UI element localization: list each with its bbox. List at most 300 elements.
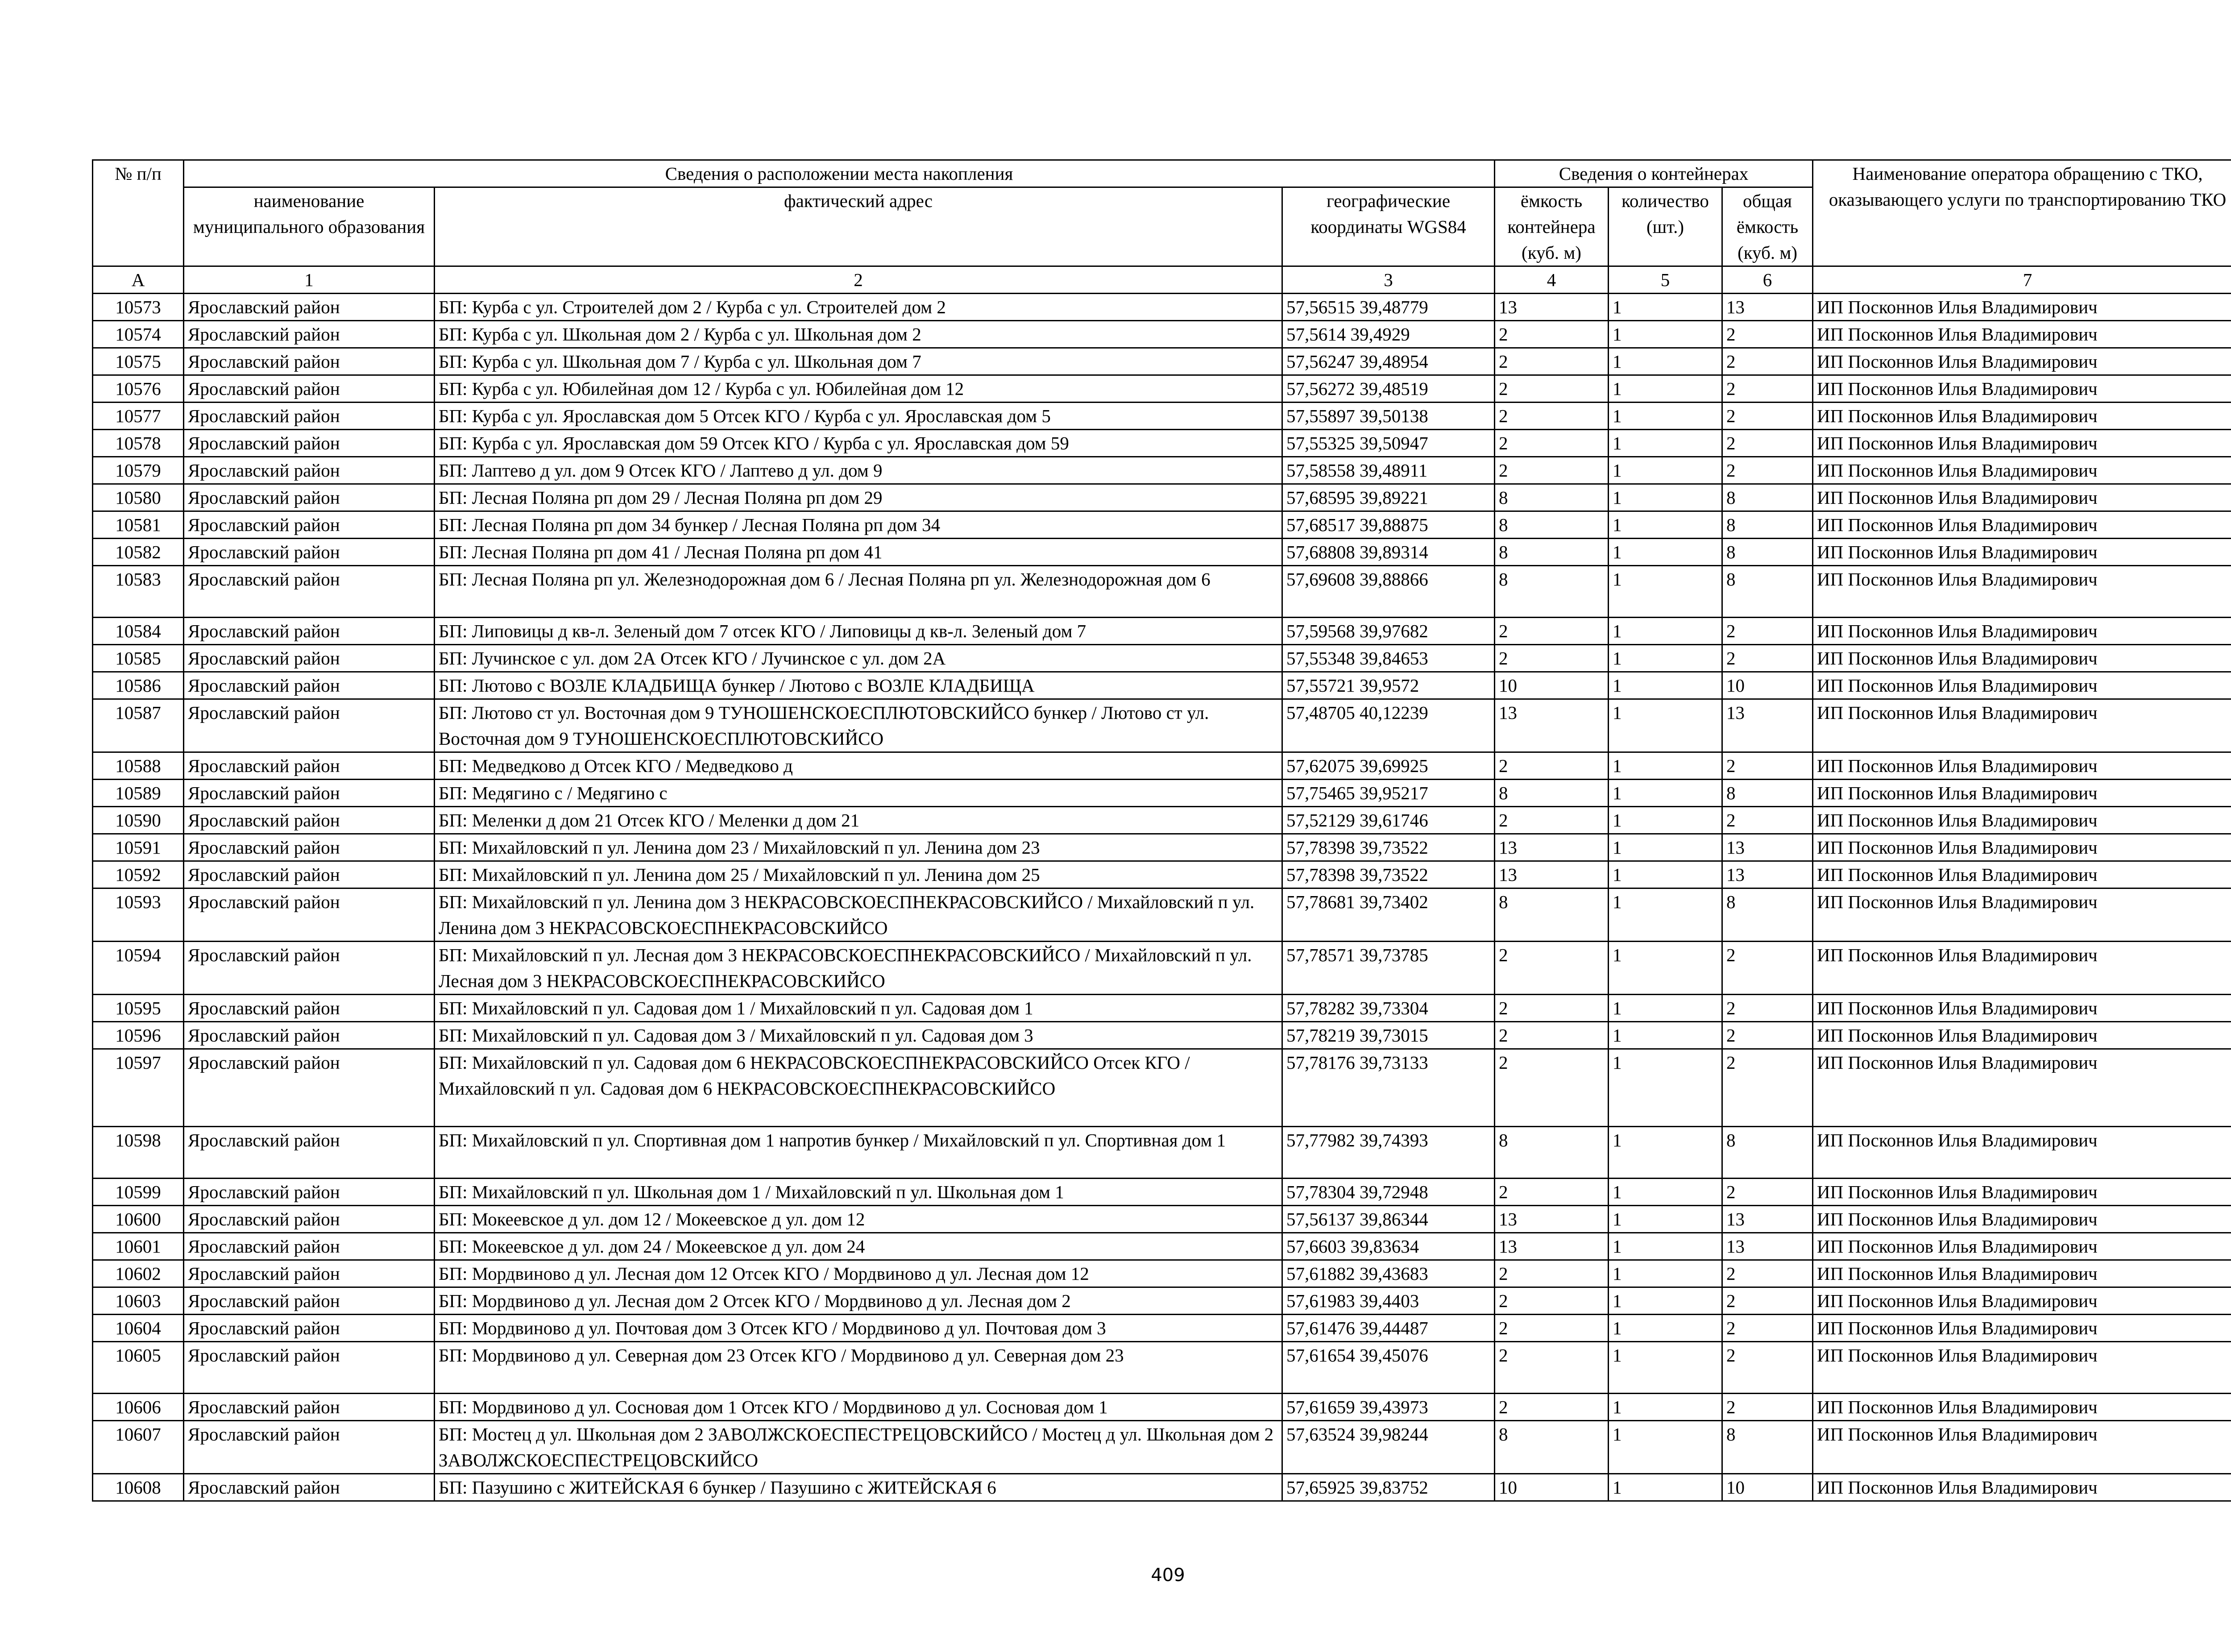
cell-coordinates: 57,77982 39,74393 [1282,1127,1495,1179]
cell-number: 10603 [93,1287,184,1315]
cell-quantity: 1 [1609,645,1722,672]
cell-number: 10578 [93,430,184,457]
cell-operator: ИП Посконнов Илья Владимирович [1813,403,2231,430]
cell-coordinates: 57,5614 39,4929 [1282,321,1495,348]
cell-coordinates: 57,56137 39,86344 [1282,1206,1495,1233]
cell-total-capacity: 8 [1722,511,1813,539]
cell-number: 10577 [93,403,184,430]
cell-number: 10585 [93,645,184,672]
cell-number: 10595 [93,995,184,1022]
cell-address: БП: Курба с ул. Школьная дом 7 / Курба с ул. Школьная дом 7 [435,348,1282,375]
cell-coordinates: 57,68517 39,88875 [1282,511,1495,539]
cell-quantity: 1 [1609,566,1722,618]
cell-number: 10604 [93,1315,184,1342]
column-number: 4 [1495,266,1609,294]
cell-address: БП: Лаптево д ул. дом 9 Отсек КГО / Лаптево д ул. дом 9 [435,457,1282,484]
cell-capacity: 2 [1495,807,1609,834]
cell-municipality: Ярославский район [184,834,435,861]
cell-municipality: Ярославский район [184,321,435,348]
cell-operator: ИП Посконнов Илья Владимирович [1813,645,2231,672]
cell-capacity: 13 [1495,834,1609,861]
table-row [93,457,2231,484]
cell-operator: ИП Посконнов Илья Владимирович [1813,484,2231,511]
table-row [93,1022,2231,1049]
cell-coordinates: 57,56247 39,48954 [1282,348,1495,375]
cell-capacity: 2 [1495,1315,1609,1342]
cell-address: БП: Михайловский п ул. Спортивная дом 1 напротив бункер / Михайловский п ул. Спортивная дом 1 [435,1127,1282,1179]
cell-quantity: 1 [1609,1127,1722,1179]
cell-capacity: 2 [1495,403,1609,430]
cell-municipality: Ярославский район [184,566,435,618]
cell-quantity: 1 [1609,780,1722,807]
cell-total-capacity: 13 [1722,1206,1813,1233]
cell-address: БП: Мордвиново д ул. Почтовая дом 3 Отсек КГО / Мордвиново д ул. Почтовая дом 3 [435,1315,1282,1342]
cell-operator: ИП Посконнов Илья Владимирович [1813,430,2231,457]
cell-quantity: 1 [1609,1206,1722,1233]
cell-total-capacity: 2 [1722,1260,1813,1287]
cell-address: БП: Лесная Поляна рп дом 29 / Лесная Поляна рп дом 29 [435,484,1282,511]
table-row [93,1394,2231,1421]
cell-coordinates: 57,78398 39,73522 [1282,834,1495,861]
table-row [93,807,2231,834]
cell-operator: ИП Посконнов Илья Владимирович [1813,1127,2231,1179]
cell-municipality: Ярославский район [184,1049,435,1127]
cell-address: БП: Лесная Поляна рп дом 41 / Лесная Поляна рп дом 41 [435,539,1282,566]
cell-municipality: Ярославский район [184,1315,435,1342]
cell-municipality: Ярославский район [184,645,435,672]
cell-capacity: 2 [1495,375,1609,403]
cell-coordinates: 57,78282 39,73304 [1282,995,1495,1022]
cell-total-capacity: 2 [1722,321,1813,348]
cell-coordinates: 57,59568 39,97682 [1282,618,1495,645]
cell-quantity: 1 [1609,511,1722,539]
cell-total-capacity: 2 [1722,752,1813,780]
cell-number: 10601 [93,1233,184,1260]
cell-capacity: 8 [1495,1127,1609,1179]
cell-operator: ИП Посконнов Илья Владимирович [1813,1179,2231,1206]
cell-number: 10597 [93,1049,184,1127]
table-row [93,861,2231,888]
cell-quantity: 1 [1609,672,1722,699]
table-row [93,1421,2231,1474]
cell-municipality: Ярославский район [184,403,435,430]
cell-quantity: 1 [1609,1049,1722,1127]
header-address: фактический адрес [435,187,1282,266]
cell-capacity: 8 [1495,539,1609,566]
cell-total-capacity: 2 [1722,1179,1813,1206]
table-row [93,752,2231,780]
cell-capacity: 2 [1495,1179,1609,1206]
cell-capacity: 8 [1495,1421,1609,1474]
cell-quantity: 1 [1609,1260,1722,1287]
cell-quantity: 1 [1609,807,1722,834]
cell-address: БП: Мордвиново д ул. Сосновая дом 1 Отсек КГО / Мордвиново д ул. Сосновая дом 1 [435,1394,1282,1421]
cell-capacity: 2 [1495,618,1609,645]
cell-operator: ИП Посконнов Илья Владимирович [1813,321,2231,348]
column-number: 7 [1813,266,2231,294]
cell-address: БП: Курба с ул. Юбилейная дом 12 / Курба с ул. Юбилейная дом 12 [435,375,1282,403]
table-row [93,539,2231,566]
cell-quantity: 1 [1609,942,1722,995]
cell-address: БП: Лучинское с ул. дом 2А Отсек КГО / Лучинское с ул. дом 2А [435,645,1282,672]
cell-operator: ИП Посконнов Илья Владимирович [1813,1260,2231,1287]
cell-quantity: 1 [1609,457,1722,484]
cell-coordinates: 57,78571 39,73785 [1282,942,1495,995]
cell-number: 10607 [93,1421,184,1474]
cell-municipality: Ярославский район [184,348,435,375]
cell-municipality: Ярославский район [184,752,435,780]
cell-municipality: Ярославский район [184,1394,435,1421]
cell-coordinates: 57,56272 39,48519 [1282,375,1495,403]
cell-capacity: 10 [1495,672,1609,699]
cell-municipality: Ярославский район [184,942,435,995]
header-num: № п/п [93,160,184,266]
cell-operator: ИП Посконнов Илья Владимирович [1813,348,2231,375]
cell-operator: ИП Посконнов Илья Владимирович [1813,888,2231,942]
cell-total-capacity: 2 [1722,430,1813,457]
cell-total-capacity: 8 [1722,484,1813,511]
cell-coordinates: 57,55721 39,9572 [1282,672,1495,699]
cell-capacity: 2 [1495,942,1609,995]
cell-coordinates: 57,61654 39,45076 [1282,1342,1495,1394]
cell-operator: ИП Посконнов Илья Владимирович [1813,1315,2231,1342]
cell-address: БП: Михайловский п ул. Садовая дом 6 НЕКРАСОВСКОЕСПНЕКРАСОВСКИЙСО Отсек КГО / Михайловский п ул. Садовая дом 6 НЕКРАСОВСКОЕСПНЕКРАСОВСКИЙСО [435,1049,1282,1127]
cell-operator: ИП Посконнов Илья Владимирович [1813,1394,2231,1421]
cell-capacity: 10 [1495,1474,1609,1501]
cell-operator: ИП Посконнов Илья Владимирович [1813,1022,2231,1049]
cell-address: БП: Медягино с / Медягино с [435,780,1282,807]
cell-capacity: 13 [1495,294,1609,321]
cell-quantity: 1 [1609,752,1722,780]
column-number: 1 [184,266,435,294]
cell-address: БП: Пазушино с ЖИТЕЙСКАЯ 6 бункер / Пазушино с ЖИТЕЙСКАЯ 6 [435,1474,1282,1501]
cell-total-capacity: 2 [1722,375,1813,403]
cell-municipality: Ярославский район [184,1022,435,1049]
cell-number: 10576 [93,375,184,403]
cell-coordinates: 57,6603 39,83634 [1282,1233,1495,1260]
header-operator: Наименование оператора обращению с ТКО, оказывающего услуги по транспортированию ТКО [1813,160,2231,266]
cell-quantity: 1 [1609,1233,1722,1260]
header-capacity: ёмкость контейнера (куб. м) [1495,187,1609,266]
table-row [93,1260,2231,1287]
cell-municipality: Ярославский район [184,457,435,484]
cell-capacity: 13 [1495,699,1609,752]
cell-total-capacity: 2 [1722,807,1813,834]
table-row [93,780,2231,807]
cell-municipality: Ярославский район [184,1179,435,1206]
cell-operator: ИП Посконнов Илья Владимирович [1813,834,2231,861]
cell-municipality: Ярославский район [184,780,435,807]
cell-operator: ИП Посконнов Илья Владимирович [1813,566,2231,618]
header-container-group: Сведения о контейнерах [1495,160,1813,187]
cell-total-capacity: 2 [1722,348,1813,375]
table-row [93,888,2231,942]
cell-number: 10588 [93,752,184,780]
cell-operator: ИП Посконнов Илья Владимирович [1813,672,2231,699]
cell-number: 10600 [93,1206,184,1233]
cell-coordinates: 57,78219 39,73015 [1282,1022,1495,1049]
cell-coordinates: 57,78398 39,73522 [1282,861,1495,888]
cell-coordinates: 57,68595 39,89221 [1282,484,1495,511]
cell-total-capacity: 2 [1722,403,1813,430]
cell-total-capacity: 2 [1722,1287,1813,1315]
cell-capacity: 2 [1495,457,1609,484]
cell-number: 10596 [93,1022,184,1049]
cell-quantity: 1 [1609,995,1722,1022]
cell-address: БП: Лесная Поляна рп ул. Железнодорожная дом 6 / Лесная Поляна рп ул. Железнодорожная дом 6 [435,566,1282,618]
cell-number: 10592 [93,861,184,888]
cell-municipality: Ярославский район [184,1260,435,1287]
cell-municipality: Ярославский район [184,995,435,1022]
header-total: общая ёмкость (куб. м) [1722,187,1813,266]
table-row [93,1287,2231,1315]
cell-number: 10574 [93,321,184,348]
cell-operator: ИП Посконнов Илья Владимирович [1813,807,2231,834]
cell-address: БП: Мокеевское д ул. дом 24 / Мокеевское д ул. дом 24 [435,1233,1282,1260]
cell-operator: ИП Посконнов Илья Владимирович [1813,1342,2231,1394]
cell-municipality: Ярославский район [184,1233,435,1260]
cell-number: 10573 [93,294,184,321]
cell-total-capacity: 2 [1722,618,1813,645]
column-number: А [93,266,184,294]
cell-operator: ИП Посконнов Илья Владимирович [1813,1474,2231,1501]
cell-address: БП: Курба с ул. Ярославская дом 5 Отсек КГО / Курба с ул. Ярославская дом 5 [435,403,1282,430]
cell-quantity: 1 [1609,294,1722,321]
cell-capacity: 8 [1495,780,1609,807]
cell-municipality: Ярославский район [184,672,435,699]
cell-total-capacity: 13 [1722,861,1813,888]
cell-total-capacity: 2 [1722,457,1813,484]
cell-total-capacity: 8 [1722,566,1813,618]
cell-municipality: Ярославский район [184,1287,435,1315]
cell-address: БП: Михайловский п ул. Ленина дом 23 / Михайловский п ул. Ленина дом 23 [435,834,1282,861]
cell-address: БП: Михайловский п ул. Садовая дом 3 / Михайловский п ул. Садовая дом 3 [435,1022,1282,1049]
cell-address: БП: Курба с ул. Школьная дом 2 / Курба с ул. Школьная дом 2 [435,321,1282,348]
cell-coordinates: 57,62075 39,69925 [1282,752,1495,780]
cell-number: 10594 [93,942,184,995]
cell-quantity: 1 [1609,699,1722,752]
cell-total-capacity: 8 [1722,1127,1813,1179]
cell-quantity: 1 [1609,348,1722,375]
column-number: 2 [435,266,1282,294]
header-location-group: Сведения о расположении места накопления [184,160,1495,187]
table-row [93,672,2231,699]
cell-operator: ИП Посконнов Илья Владимирович [1813,1049,2231,1127]
table-row [93,1049,2231,1127]
cell-number: 10599 [93,1179,184,1206]
cell-capacity: 8 [1495,511,1609,539]
cell-operator: ИП Посконнов Илья Владимирович [1813,699,2231,752]
cell-total-capacity: 2 [1722,942,1813,995]
table-row [93,618,2231,645]
cell-operator: ИП Посконнов Илья Владимирович [1813,375,2231,403]
cell-capacity: 2 [1495,348,1609,375]
cell-number: 10602 [93,1260,184,1287]
cell-capacity: 2 [1495,1260,1609,1287]
cell-coordinates: 57,68808 39,89314 [1282,539,1495,566]
cell-municipality: Ярославский район [184,1206,435,1233]
cell-coordinates: 57,55325 39,50947 [1282,430,1495,457]
cell-municipality: Ярославский район [184,618,435,645]
cell-quantity: 1 [1609,1342,1722,1394]
cell-quantity: 1 [1609,539,1722,566]
cell-capacity: 8 [1495,888,1609,942]
cell-municipality: Ярославский район [184,861,435,888]
cell-operator: ИП Посконнов Илья Владимирович [1813,995,2231,1022]
header-row-1 [93,160,2231,187]
cell-operator: ИП Посконнов Илья Владимирович [1813,294,2231,321]
cell-number: 10587 [93,699,184,752]
cell-capacity: 2 [1495,430,1609,457]
cell-quantity: 1 [1609,618,1722,645]
column-number: 3 [1282,266,1495,294]
cell-coordinates: 57,61476 39,44487 [1282,1315,1495,1342]
cell-coordinates: 57,58558 39,48911 [1282,457,1495,484]
cell-municipality: Ярославский район [184,1127,435,1179]
table-row [93,834,2231,861]
header-count: количество (шт.) [1609,187,1722,266]
register-table-container [92,159,2231,1502]
cell-coordinates: 57,55897 39,50138 [1282,403,1495,430]
cell-capacity: 2 [1495,645,1609,672]
cell-coordinates: 57,75465 39,95217 [1282,780,1495,807]
cell-operator: ИП Посконнов Илья Владимирович [1813,752,2231,780]
cell-quantity: 1 [1609,1421,1722,1474]
cell-number: 10605 [93,1342,184,1394]
cell-total-capacity: 8 [1722,539,1813,566]
cell-address: БП: Липовицы д кв-л. Зеленый дом 7 отсек КГО / Липовицы д кв-л. Зеленый дом 7 [435,618,1282,645]
cell-number: 10586 [93,672,184,699]
table-row [93,699,2231,752]
cell-quantity: 1 [1609,430,1722,457]
cell-total-capacity: 13 [1722,699,1813,752]
cell-coordinates: 57,78304 39,72948 [1282,1179,1495,1206]
cell-operator: ИП Посконнов Илья Владимирович [1813,618,2231,645]
cell-address: БП: Лютово с ВОЗЛЕ КЛАДБИЩА бункер / Лютово с ВОЗЛЕ КЛАДБИЩА [435,672,1282,699]
cell-address: БП: Лютово ст ул. Восточная дом 9 ТУНОШЕНСКОЕСПЛЮТОВСКИЙСО бункер / Лютово ст ул. Восточная дом 9 ТУНОШЕНСКОЕСПЛЮТОВСКИЙСО [435,699,1282,752]
cell-total-capacity: 2 [1722,995,1813,1022]
cell-address: БП: Михайловский п ул. Лесная дом 3 НЕКРАСОВСКОЕСПНЕКРАСОВСКИЙСО / Михайловский п ул. Лесная дом 3 НЕКРАСОВСКОЕСПНЕКРАСОВСКИЙСО [435,942,1282,995]
cell-municipality: Ярославский район [184,539,435,566]
cell-total-capacity: 13 [1722,834,1813,861]
cell-number: 10575 [93,348,184,375]
cell-operator: ИП Посконнов Илья Владимирович [1813,511,2231,539]
cell-number: 10589 [93,780,184,807]
cell-operator: ИП Посконнов Илья Владимирович [1813,1287,2231,1315]
cell-operator: ИП Посконнов Илья Владимирович [1813,1206,2231,1233]
table-row [93,511,2231,539]
cell-quantity: 1 [1609,1315,1722,1342]
cell-coordinates: 57,65925 39,83752 [1282,1474,1495,1501]
cell-coordinates: 57,63524 39,98244 [1282,1421,1495,1474]
table-row [93,1127,2231,1179]
cell-total-capacity: 2 [1722,645,1813,672]
cell-capacity: 2 [1495,1394,1609,1421]
table-row [93,1179,2231,1206]
table-row [93,348,2231,375]
cell-coordinates: 57,78176 39,73133 [1282,1049,1495,1127]
page-number: 409 [1151,1565,1185,1586]
cell-total-capacity: 10 [1722,1474,1813,1501]
cell-capacity: 13 [1495,1206,1609,1233]
table-row [93,1206,2231,1233]
table-row [93,1342,2231,1394]
table-row [93,430,2231,457]
cell-coordinates: 57,78681 39,73402 [1282,888,1495,942]
cell-address: БП: Мокеевское д ул. дом 12 / Мокеевское д ул. дом 12 [435,1206,1282,1233]
cell-number: 10598 [93,1127,184,1179]
cell-address: БП: Михайловский п ул. Ленина дом 3 НЕКРАСОВСКОЕСПНЕКРАСОВСКИЙСО / Михайловский п ул. Ленина дом 3 НЕКРАСОВСКОЕСПНЕКРАСОВСКИЙСО [435,888,1282,942]
table-row [93,403,2231,430]
table-row [93,294,2231,321]
cell-number: 10593 [93,888,184,942]
cell-total-capacity: 2 [1722,1315,1813,1342]
cell-address: БП: Мордвиново д ул. Северная дом 23 Отсек КГО / Мордвиново д ул. Северная дом 23 [435,1342,1282,1394]
cell-municipality: Ярославский район [184,375,435,403]
cell-number: 10582 [93,539,184,566]
cell-operator: ИП Посконнов Илья Владимирович [1813,1233,2231,1260]
cell-address: БП: Меленки д дом 21 Отсек КГО / Меленки д дом 21 [435,807,1282,834]
cell-municipality: Ярославский район [184,699,435,752]
cell-total-capacity: 8 [1722,1421,1813,1474]
cell-coordinates: 57,61659 39,43973 [1282,1394,1495,1421]
cell-quantity: 1 [1609,403,1722,430]
cell-address: БП: Лесная Поляна рп дом 34 бункер / Лесная Поляна рп дом 34 [435,511,1282,539]
cell-quantity: 1 [1609,1022,1722,1049]
table-row [93,484,2231,511]
cell-total-capacity: 13 [1722,1233,1813,1260]
cell-capacity: 2 [1495,1287,1609,1315]
cell-quantity: 1 [1609,321,1722,348]
cell-coordinates: 57,48705 40,12239 [1282,699,1495,752]
cell-coordinates: 57,52129 39,61746 [1282,807,1495,834]
cell-quantity: 1 [1609,1474,1722,1501]
cell-coordinates: 57,56515 39,48779 [1282,294,1495,321]
cell-capacity: 2 [1495,1022,1609,1049]
cell-address: БП: Курба с ул. Ярославская дом 59 Отсек КГО / Курба с ул. Ярославская дом 59 [435,430,1282,457]
cell-operator: ИП Посконнов Илья Владимирович [1813,457,2231,484]
cell-capacity: 8 [1495,566,1609,618]
cell-quantity: 1 [1609,834,1722,861]
cell-number: 10608 [93,1474,184,1501]
cell-municipality: Ярославский район [184,1474,435,1501]
cell-total-capacity: 2 [1722,1342,1813,1394]
cell-coordinates: 57,55348 39,84653 [1282,645,1495,672]
cell-address: БП: Михайловский п ул. Садовая дом 1 / Михайловский п ул. Садовая дом 1 [435,995,1282,1022]
table-body [93,294,2231,1501]
cell-quantity: 1 [1609,375,1722,403]
cell-quantity: 1 [1609,1179,1722,1206]
cell-address: БП: Курба с ул. Строителей дом 2 / Курба с ул. Строителей дом 2 [435,294,1282,321]
cell-operator: ИП Посконнов Илья Владимирович [1813,942,2231,995]
cell-capacity: 2 [1495,321,1609,348]
cell-address: БП: Мордвиново д ул. Лесная дом 12 Отсек КГО / Мордвиново д ул. Лесная дом 12 [435,1260,1282,1287]
cell-operator: ИП Посконнов Илья Владимирович [1813,780,2231,807]
cell-total-capacity: 10 [1722,672,1813,699]
table-row [93,321,2231,348]
cell-capacity: 2 [1495,1342,1609,1394]
cell-operator: ИП Посконнов Илья Владимирович [1813,1421,2231,1474]
container-sites-table [92,159,2231,1502]
column-number: 5 [1609,266,1722,294]
cell-number: 10583 [93,566,184,618]
cell-address: БП: Медведково д Отсек КГО / Медведково д [435,752,1282,780]
cell-address: БП: Мостец д ул. Школьная дом 2 ЗАВОЛЖСКОЕСПЕСТРЕЦОВСКИЙСО / Мостец д ул. Школьная дом 2 ЗАВОЛЖСКОЕСПЕСТРЕЦОВСКИЙСО [435,1421,1282,1474]
cell-municipality: Ярославский район [184,1342,435,1394]
table-row [93,566,2231,618]
cell-number: 10580 [93,484,184,511]
cell-total-capacity: 13 [1722,294,1813,321]
